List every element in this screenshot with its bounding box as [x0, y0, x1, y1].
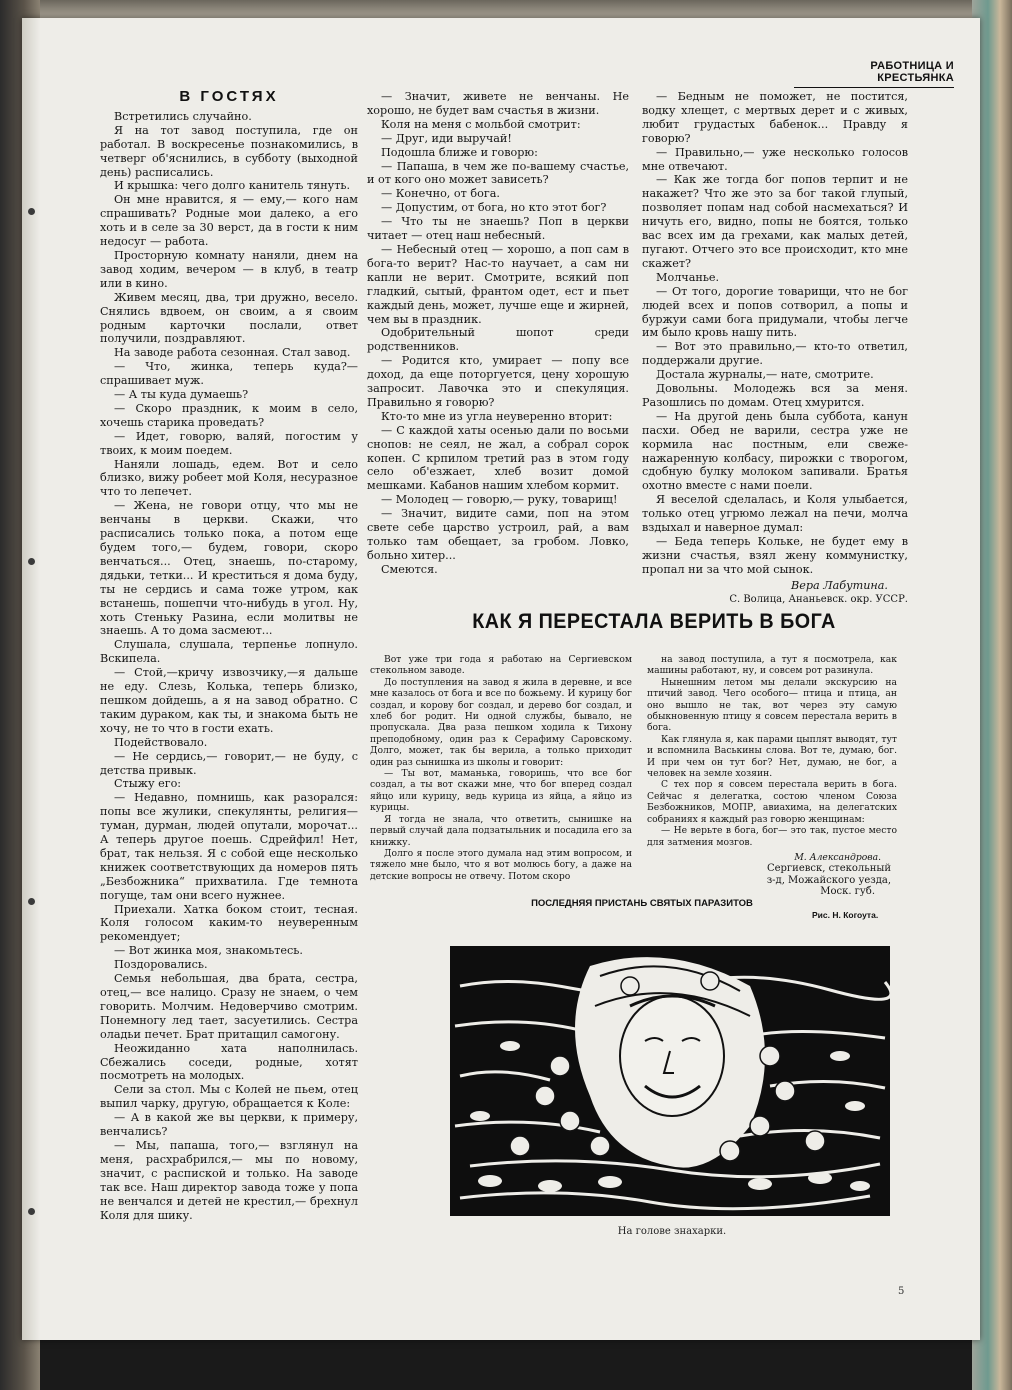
- story2-place-line: з-д, Можайского уезда,: [766, 874, 891, 886]
- paragraph: Он мне нравится, я — ему,— кого нам спрашивать? Родные мои далеко, а его хоть и в селе за 30 верст, да в гости к ним недосуг — работа.: [100, 193, 358, 249]
- paragraph: Кто-то мне из угла неуверенно вторит:: [381, 409, 613, 423]
- paragraph: — А в какой же вы церкви, к примеру, венчались?: [100, 1111, 358, 1139]
- paragraph: — Стой,—кричу извозчику,—я дальше не еду. Слезь, Колька, теперь близко, пешком дойдешь, а я на завод обратно. С таким дураком, как ты, и знакома быть не хочу, не то что в гости ехать.: [100, 666, 358, 735]
- paragraph: — Небесный отец — хорошо, а поп сам в бога-то верит? Нас-то научает, а сам ни капли не верит. Смотрите, всякий поп гладкий, сытый, франтом одет, ест и пьет каждый день, может, лучше еще и жирней, чем вы в праздник.: [367, 242, 629, 326]
- paragraph: И крышка: чего долго канитель тянуть.: [114, 179, 351, 193]
- paragraph: Как глянула я, как парами цыплят выводят, тут и вспомнила Васькины слова. Вот те, думаю, бог. И при чем он тут бог? Нет, думаю, не бог, а человек на земле хозяин.: [647, 733, 897, 780]
- paragraph: Достала журналы,— нате, смотрите.: [656, 368, 874, 382]
- binding-hole: [28, 558, 35, 565]
- page-number: 5: [898, 1286, 905, 1297]
- page-binding: [22, 18, 40, 1340]
- paragraph: — Молодец — говорю,— руку, товарищ!: [381, 493, 618, 507]
- paragraph: — Друг, иди выручай!: [381, 131, 512, 145]
- paragraph: — Беда теперь Кольке, не будет ему в жизни счастья, взял жену коммунистку, пропал ни за что мой сынок.: [642, 535, 908, 576]
- cartoon-illustration: [450, 946, 890, 1216]
- story1-column-1: [100, 90, 358, 1222]
- story2-place-line: Моск. губ.: [820, 886, 875, 898]
- paragraph: — Правильно,— уже несколько голосов мне отвечают.: [642, 145, 908, 173]
- paragraph: Я на тот завод поступила, где он работал. В воскресенье познакомились, в четверг об'яснились, в субботу (выходной день) расписались.: [100, 123, 358, 179]
- paragraph: — Скоро праздник, к моим в село, хочешь старика проведать?: [100, 401, 358, 429]
- paragraph: Наняли лошадь, едем. Вот и село близко, вижу робеет мой Коля, несуразное что то лепечет.: [100, 457, 358, 499]
- paragraph: — На другой день была суббота, канун пасхи. Обед не варили, сестра уже не кормила нас постным, ели свеже-нажаренную колбасу, пирожки с творогом, сдобную булку молоком запивали. Братья охотно вместе с нами поели.: [642, 409, 908, 493]
- paragraph: — Мы, папаша, того,— взглянул на меня, расхрабрился,— мы по новому, значит, с распиской и только. На заводе так все. Наш директор завода тоже у попа не венчался и детей не крестил,— брехнул Коля для шику.: [100, 1138, 358, 1222]
- cartoon-ship: [505, 946, 545, 952]
- paragraph: — Значит, живете не венчаны. Не хорошо, не будет вам счастья в жизни.: [367, 90, 629, 117]
- paragraph: — Что ты не знаешь? Поп в церкви читает — отец наш небесный.: [367, 215, 629, 243]
- journal-header: РАБОТНИЦА И КРЕСТЬЯНКА: [794, 60, 954, 88]
- paragraph: Одобрительный шопот среди родственников.: [367, 326, 629, 354]
- paragraph: на завод поступила, а тут я посмотрела, как машины работают, ну, и совсем рот разинула.: [647, 654, 897, 677]
- story2-col1-text: [370, 654, 632, 882]
- cartoon-title: ПОСЛЕДНЯЯ ПРИСТАНЬ СВЯТЫХ ПАРАЗИТОВ: [531, 898, 753, 909]
- story1-place: С. Волица, Ананьевск. окр. УССР.: [729, 593, 908, 605]
- paragraph: — Допустим, от бога, но кто этот бог?: [381, 201, 607, 215]
- story1-col1-text: [100, 110, 358, 1223]
- paragraph: — Не сердись,— говорит,— не буду, с детства привык.: [100, 749, 358, 777]
- paragraph: Я тогда не знала, что ответить, сынишке на первый случай дала подзатыльник и посадила его за книжку.: [370, 813, 632, 848]
- paragraph: — А ты куда думаешь?: [114, 388, 249, 402]
- binding-hole: [28, 1208, 35, 1215]
- binding-hole: [28, 208, 35, 215]
- story1-column-3: [642, 90, 908, 607]
- paragraph: Просторную комнату наняли, днем на завод ходим, вечером — в клуб, в театр или в кино.: [100, 248, 358, 290]
- paragraph: — Недавно, помнишь, как разорался: попы все жулики, спекулянты, религия— туман, дурман, людей опутали, морочат... А теперь другое поешь. Сдрейфил! Нет, брат, так нельзя. Я с собой еще несколько книжек соответствующих да номеров пять „Безбожника“ прихватила. Где темнота погуще, там они всего нужнее.: [100, 791, 358, 902]
- story2-column-2: [647, 654, 897, 898]
- cartoon-caption: На голове знахарки.: [617, 1226, 727, 1237]
- paragraph: — Жена, не говори отцу, что мы не венчаны в церкви. Скажи, что расписались только пока, а потом еще будем того,— будем, говори, скоро венчаться... Отец, знаешь, по-старому, дядьки, тетки... И креститься я дома буду, ты не сердись и сама тоже утром, как встанешь, пошепчи что-нибудь в угол. Ну, хоть Стеньку Разина, если молитвы не знаешь. А то дома засмеют...: [100, 499, 358, 638]
- paragraph: — Идет, говорю, валяй, погостим у твоих, к моим поедем.: [100, 429, 358, 457]
- paragraph: — Что, жинка, теперь куда?— спрашивает муж.: [100, 360, 358, 388]
- paragraph: Довольны. Молодежь вся за меня. Разошлись по домам. Отец хмурится.: [642, 382, 908, 409]
- paragraph: Я веселой сделалась, и Коля улыбается, только отец угрюмо лежал на печи, молча вздыхал и наверное думал:: [642, 493, 908, 535]
- paragraph: Смеются.: [381, 562, 438, 576]
- paragraph: — Как же тогда бог попов терпит и не накажет? Что же это за бог такой глупый, позволяет попам над собой насмехаться? И ничуть его, видно, попы не боятся, только вас всех им да грехами, как малых детей, пугают. Отчего это все происходит, кто мне скажет?: [642, 173, 908, 270]
- paragraph: Подошла ближе и говорю:: [381, 145, 538, 159]
- paragraph: Сели за стол. Мы с Колей не пьем, отец выпил чарку, другую, обращается к Коле:: [100, 1083, 358, 1111]
- paragraph: До поступления на завод я жила в деревне, и все мне казалось от бога и все по божьему. И курицу бог создал, и корову бог создал, и дерево бог создал, и хлеб бог родит. Ни одной службы, бывало, не пропускала. Два раза пешком ходила к Тихону преподобному, один раз к Серафиму Саровскому. Долго, может, так бы верила, а только приходит один раз сынишка из школы и говорит:: [370, 676, 632, 768]
- paragraph: С тех пор я совсем перестала верить в бога. Сейчас я делегатка, состою членом Союза Безбожников, МОПР, авиахима, на делегатских собраниях я каждый раз говорю женщинам:: [647, 779, 897, 825]
- paragraph: — Папаша, в чем же по-вашему счастье, и от кого оно может зависеть?: [367, 159, 629, 187]
- story2-col2-text: [647, 654, 897, 848]
- paragraph: Слушала, слушала, терпенье лопнуло. Вскипела.: [100, 638, 358, 666]
- binding-hole: [28, 898, 35, 905]
- paragraph: Встретились случайно.: [114, 109, 252, 123]
- paragraph: — Бедным не поможет, не постится, водку хлещет, с мертвых дерет и с живых, любит грудастых бабенок... Правду я говорю?: [642, 90, 908, 145]
- story1-author: Вера Лабутина.: [791, 578, 888, 592]
- paragraph: — Ты вот, маманька, говоришь, что все бог создал, а ты вот скажи мне, что бог вперед создал яйцо или курицу, ведь курица из яйца, а яйцо из курицы.: [370, 768, 632, 814]
- paragraph: — Родится кто, умирает — попу все доход, да еще поторгуется, цену хорошую запросит. Лавочка это и спекуляция. Правильно я говорю?: [367, 354, 629, 409]
- paragraph: Молчанье.: [656, 270, 720, 284]
- paragraph: Живем месяц, два, три дружно, весело. Снялись вдвоем, он своим, а я своим родным карточки послали, ответ получили, поздравляют.: [100, 290, 358, 346]
- paragraph: Подействовало.: [114, 735, 208, 749]
- story1-col3-text: [642, 90, 908, 577]
- paragraph: Стыжу его:: [114, 777, 182, 791]
- paragraph: Коля на меня с мольбой смотрит:: [381, 117, 581, 131]
- paragraph: Приехали. Хатка боком стоит, тесная. Коля голосом каким-то неуверенным рекомендует;: [100, 902, 358, 944]
- story1-column-2: [367, 90, 629, 577]
- cartoon-credit: Рис. Н. Когоута.: [812, 910, 879, 920]
- paragraph: Поздоровались.: [114, 958, 208, 972]
- paragraph: — Вот это правильно,— кто-то ответил, поддержали другие.: [642, 340, 908, 368]
- paragraph: На заводе работа сезонная. Стал завод.: [114, 346, 351, 360]
- paragraph: Нынешним летом мы делали экскурсию на птичий завод. Чего особого— птица и птица, ан оно вышло не так, вот через эту самую обыкновенную птицу я совсем перестала верить в бога.: [647, 676, 897, 734]
- paragraph: — С каждой хаты осенью дали по восьми снопов: не сеял, не жал, а собрал сорок копен. С крпилом третий раз в этом году село об'езжает, хлеб возит домой мешками. Кабанов нашим хлебом кормит.: [367, 423, 629, 493]
- story1-col2-text: [367, 90, 629, 577]
- paragraph: — Конечно, от бога.: [381, 187, 500, 201]
- paragraph: — Не верьте в бога, бог— это так, пустое место для затмения мозгов.: [647, 825, 897, 848]
- paragraph: — Вот жинка моя, знакомьтесь.: [114, 944, 303, 958]
- paragraph: — Значит, видите сами, поп на этом свете себе царство устроил, рай, а вам только там обещает, за гробом. Ловко, больно хитер...: [367, 507, 629, 562]
- story2-place-line: Сергиевск, стекольный: [766, 863, 891, 875]
- paragraph: Семья небольшая, два брата, сестра, отец,— все налицо. Сразу не знаем, о чем говорить. Молчим. Недоверчиво смотрим. Понемногу лед тает, засуетились. Сестра оладьи печет. Брат притащил самогону.: [100, 972, 358, 1041]
- story2-column-1: [370, 654, 632, 882]
- magazine-page: [22, 18, 980, 1340]
- paragraph: Вот уже три года я работаю на Сергиевском стекольном заводе.: [370, 654, 632, 677]
- story2-title: КАК Я ПЕРЕСТАЛА ВЕРИТЬ В БОГА: [472, 610, 836, 633]
- story2-author: М. Александрова.: [794, 851, 881, 863]
- paragraph: Неожиданно хата наполнилась. Сбежались соседи, родные, хотят посмотреть на молодых.: [100, 1041, 358, 1083]
- story1-title: В ГОСТЯХ: [179, 88, 279, 105]
- paragraph: — От того, дорогие товарищи, что не бог людей всех и попов сотворил, а попы и буржуи сами бога придумали, чтобы легче им было кровь нашу пить.: [642, 284, 908, 340]
- paragraph: Долго я после этого думала над этим вопросом, и тяжело мне было, что я вот молюсь богу, а даже на детские вопросы не отвечу. Потом скоро: [370, 847, 632, 882]
